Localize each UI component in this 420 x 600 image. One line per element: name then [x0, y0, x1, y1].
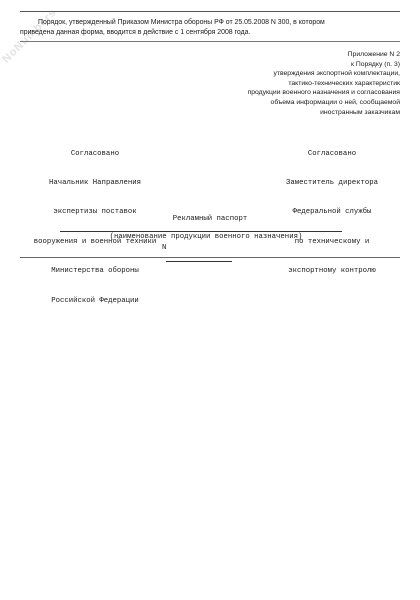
approval-right-line: Заместитель директора	[286, 178, 378, 187]
intro-note	[20, 18, 400, 38]
passport-number-label: N	[162, 243, 167, 252]
approval-right-line: по техническому и	[294, 237, 370, 246]
appendix-line: утверждения экспортной комплектации,	[273, 70, 400, 78]
approval-block-right	[262, 130, 402, 297]
passport-title: Рекламный паспорт	[172, 214, 248, 223]
appendix-line: иностранным заказчикам	[320, 108, 400, 116]
approval-left-line: экспертизы поставок	[53, 208, 137, 217]
approval-right-line: экспортному контролю	[288, 267, 376, 276]
bottom-divider	[20, 257, 400, 258]
approval-right-line: Федеральной службы	[292, 208, 372, 217]
product-name-caption: (наименование продукции военного назначения)	[109, 233, 303, 241]
appendix-line: объема информации о ней, сообщаемой	[270, 98, 400, 106]
approval-left-line: Министерства обороны	[51, 267, 139, 276]
appendix-line: Приложение N 2	[347, 51, 400, 58]
passport-number-row	[140, 244, 280, 262]
approval-left-line: Согласовано	[70, 149, 120, 158]
top-divider	[20, 11, 400, 12]
approval-right-line: Согласовано	[307, 149, 357, 158]
intro-line-2: приведена данная форма, вводится в действие с 1 сентября 2008 года.	[20, 29, 251, 36]
approval-left-line: Начальник Направления	[49, 178, 141, 187]
appendix-line: к Порядку (п. 3)	[351, 60, 400, 68]
intro-line-1: Порядок, утвержденный Приказом Министра обороны РФ от 25.05.2008 N 300, в котором	[38, 19, 325, 26]
watermark: NoNumbers	[0, 6, 60, 66]
appendix-block	[160, 50, 400, 117]
approval-left-line: Российской Федерации	[51, 296, 139, 305]
appendix-line: продукции военного назначения и согласования	[247, 89, 400, 97]
intro-divider	[20, 41, 400, 42]
approval-left-line: вооружения и военной техники	[33, 237, 157, 246]
product-name-line	[60, 231, 342, 232]
appendix-line: тактико-технических характеристик	[288, 79, 400, 87]
